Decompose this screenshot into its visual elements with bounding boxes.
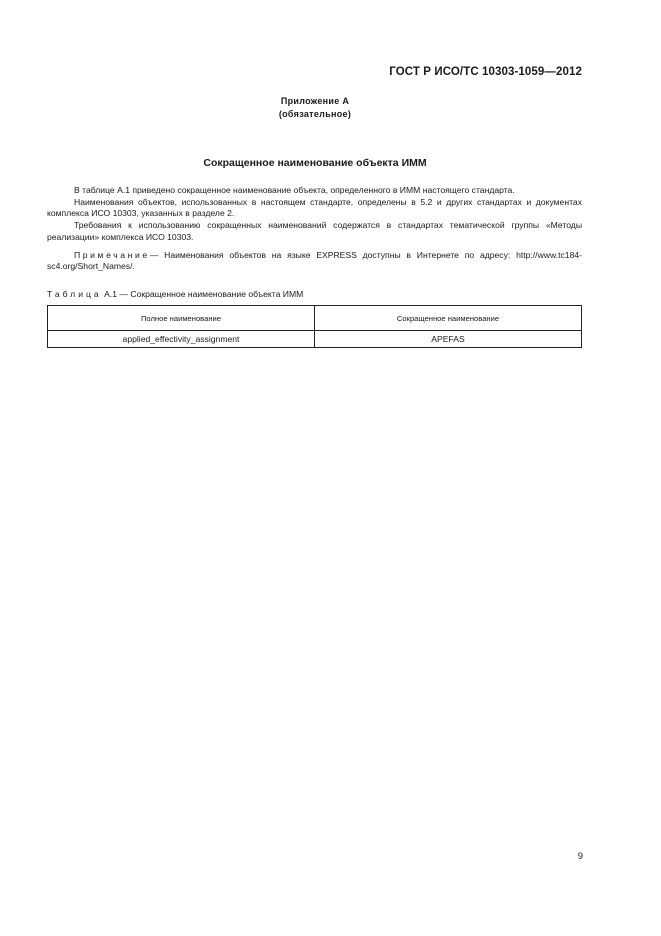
appendix-status: (обязательное)	[278, 109, 352, 119]
appendix-heading	[0, 95, 630, 121]
section-title: Сокращенное наименование объекта ИММ	[203, 157, 427, 169]
note-text: — Наименования объектов на языке EXPRESS доступны в Интернете по адресу: http://www.tc184-sc4.org/Short_Names/.	[47, 249, 582, 272]
column-header-short-name: Сокращенное наименование	[315, 306, 582, 331]
body-text	[47, 185, 582, 273]
table-header-row	[48, 306, 582, 331]
short-name-cell: APEFAS	[315, 331, 582, 348]
table-caption-label: Таблица	[47, 289, 102, 299]
paragraph: В таблице А.1 приведено сокращенное наименование объекта, определенного в ИММ настоящего стандарта.	[74, 185, 515, 195]
table-caption-text: А.1 — Сокращенное наименование объекта ИММ	[101, 289, 304, 299]
paragraph: Требования к использованию сокращенных наименований содержатся в стандартах тематической группы «Методы реализации» комплекса ИСО 10303.	[47, 220, 582, 242]
full-name-cell: applied_effectivity_assignment	[48, 331, 315, 348]
short-names-table	[47, 305, 582, 348]
note-label: Примечание	[74, 249, 150, 260]
note-paragraph	[47, 250, 582, 273]
standard-code-header: ГОСТ Р ИСО/ТС 10303-1059—2012	[389, 66, 582, 78]
column-header-full-name: Полное наименование	[48, 306, 315, 331]
appendix-title: Приложение А	[280, 96, 350, 106]
table-row	[48, 331, 582, 348]
page-number: 9	[577, 851, 583, 862]
table-caption	[47, 289, 303, 299]
paragraph: Наименования объектов, использованных в настоящем стандарте, определены в 5.2 и других стандартах и документах комплекса ИСО 10303, указанных в разделе 2.	[47, 196, 582, 219]
